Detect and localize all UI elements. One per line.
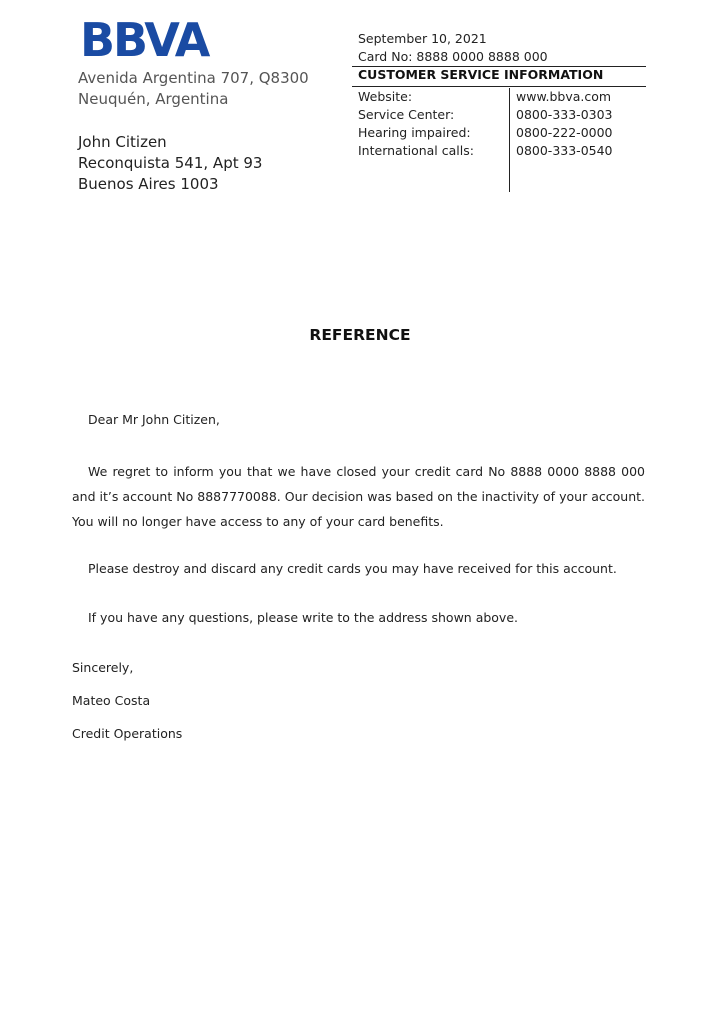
info-row-international bbox=[358, 142, 646, 160]
sender-address-line-2: Neuquén, Argentina bbox=[78, 90, 229, 108]
info-value: 0800-333-0303 bbox=[516, 107, 613, 122]
letter-closing: Sincerely, bbox=[72, 660, 134, 675]
info-rows bbox=[358, 88, 646, 160]
customer-service-box bbox=[352, 30, 646, 192]
info-label: Service Center: bbox=[358, 107, 455, 122]
letter-title: REFERENCE bbox=[309, 326, 411, 344]
letter-greeting: Dear Mr John Citizen, bbox=[88, 412, 220, 427]
info-row-service-center bbox=[358, 106, 646, 124]
letter-paragraph-2: Please destroy and discard any credit cards you may have received for this account. bbox=[88, 561, 617, 576]
recipient-city: Buenos Aires 1003 bbox=[78, 175, 219, 193]
info-value: 0800-222-0000 bbox=[516, 125, 613, 140]
letter-paragraph-3: If you have any questions, please write to the address shown above. bbox=[88, 610, 518, 625]
info-header-lines bbox=[358, 30, 548, 66]
letter-paragraph-1: We regret to inform you that we have closed your credit card No 8888 0000 8888 000 and it’s account No 8887770088. Our decision was based on the inactivity of your account. You will no longer have access to any of your card benefits. bbox=[72, 464, 645, 529]
sender-address bbox=[78, 68, 309, 110]
recipient-address bbox=[78, 132, 262, 195]
info-value: 0800-333-0540 bbox=[516, 143, 613, 158]
signer-department: Credit Operations bbox=[72, 726, 183, 741]
letter-date: September 10, 2021 bbox=[358, 31, 487, 46]
bbva-logo bbox=[80, 16, 230, 62]
info-row-website bbox=[358, 88, 646, 106]
info-rule-bottom bbox=[352, 86, 646, 87]
recipient-street: Reconquista 541, Apt 93 bbox=[78, 154, 263, 172]
info-row-hearing-impaired bbox=[358, 124, 646, 142]
logo-text: BBVA bbox=[80, 16, 209, 62]
card-number: Card No: 8888 0000 8888 000 bbox=[358, 49, 548, 64]
recipient-name: John Citizen bbox=[78, 133, 167, 151]
info-value: www.bbva.com bbox=[516, 89, 612, 104]
customer-service-heading: CUSTOMER SERVICE INFORMATION bbox=[358, 67, 604, 82]
info-label: Website: bbox=[358, 89, 413, 104]
info-label: International calls: bbox=[358, 143, 474, 158]
sender-address-line-1: Avenida Argentina 707, Q8300 bbox=[78, 69, 309, 87]
signer-name: Mateo Costa bbox=[72, 693, 151, 708]
info-label: Hearing impaired: bbox=[358, 125, 471, 140]
